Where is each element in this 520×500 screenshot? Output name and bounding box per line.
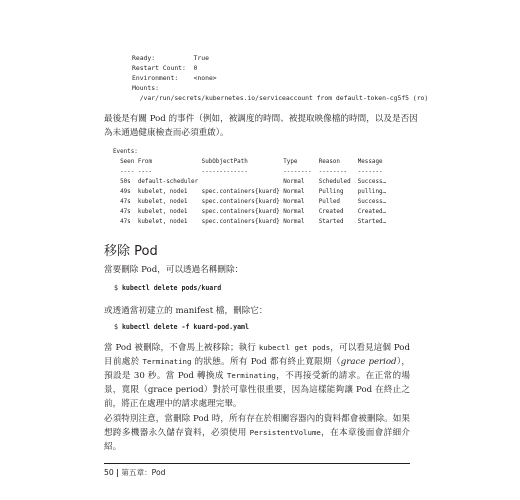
chapter-title: 第五章：Pod <box>121 468 166 477</box>
code-line: 47s kubelet, node1 spec.containers{kuard} Normal Created Created… <box>113 209 387 215</box>
inline-code: Terminating <box>142 357 192 366</box>
text-run: ，在本章後面會詳細介紹。 <box>104 428 410 452</box>
text-run: ，不再接受新的請求。在正常的場景，寬限（grace period）對於可靠性很重要，因為這樣能夠讓 Pod 在終止之前，將正在處理中的請求處理完畢。 <box>104 371 410 409</box>
inline-code: kubectl get pods <box>258 343 331 352</box>
code-line: ---- ---- ------------- -------- -------- ------- <box>113 169 383 175</box>
footer-separator: | <box>116 468 119 477</box>
text-line: 為未通過健康檢查而必須重啟）。 <box>104 128 229 138</box>
delete-by-name-command <box>114 283 221 293</box>
code-line: Mounts: <box>132 84 159 92</box>
inline-code: PersistentVolume <box>249 428 321 437</box>
footer-rule <box>104 463 410 464</box>
text-run: ），預設是 30 秒。當 Pod 轉換成 <box>104 357 411 381</box>
page-number: 50 <box>104 468 114 477</box>
text-run: 的狀態。所有 Pod 都有終止寬限期（ <box>191 357 341 367</box>
command-text: kubectl delete pods/kuard <box>121 284 222 292</box>
text-run: 當 Pod 被刪除，不會馬上被移除；執行 <box>104 343 259 353</box>
code-line: Ready: True <box>132 54 209 62</box>
delete-by-manifest-command <box>114 322 249 332</box>
delete-by-manifest-paragraph: 或透過當初建立的 manifest 檔，刪除它： <box>104 306 268 316</box>
inline-code: Terminating <box>226 371 276 380</box>
italic-term: grace period <box>340 357 397 367</box>
events-code <box>113 147 386 227</box>
code-line: Events: <box>113 149 138 155</box>
code-line: Restart Count: 0 <box>132 64 198 72</box>
page-footer <box>104 467 165 478</box>
text-run: ，可以看見這個 Pod 目前處於 <box>104 343 410 367</box>
code-line: /var/run/secrets/kubernetes.io/serviceaccount from default-token-cg5f5 (ro) <box>132 94 429 102</box>
code-line: 50s default-scheduler Normal Scheduled Success… <box>113 179 387 185</box>
grace-period-paragraph <box>104 341 410 411</box>
pod-details-code <box>132 53 428 103</box>
code-line: 49s kubelet, node1 spec.containers{kuard} Normal Pulling pulling… <box>113 189 387 195</box>
events-intro-paragraph <box>104 112 418 140</box>
command-text: kubectl delete -f kuard-pod.yaml <box>121 323 249 331</box>
data-deletion-paragraph <box>104 412 410 454</box>
prompt: $ <box>114 284 122 292</box>
code-line: 47s kubelet, node1 spec.containers{kuard} Normal Started Started… <box>113 219 387 225</box>
text-line: 最後是有關 Pod 的事件（例如，被調度的時間、被提取映像檔的時間，以及是否因 <box>104 114 418 124</box>
section-heading: 移除 Pod <box>104 244 158 259</box>
code-line: Environment: <none> <box>132 74 217 82</box>
prompt: $ <box>114 323 122 331</box>
text-run: 必須特別注意，當刪除 Pod 時，所有存在於相關容器內的資料都會被刪除。如果想跨多機器永久儲存資料，必須使用 <box>104 414 410 438</box>
delete-by-name-paragraph: 當要刪除 Pod，可以透過名稱刪除： <box>104 265 244 275</box>
code-line: 47s kubelet, node1 spec.containers{kuard} Normal Pulled Success… <box>113 199 387 205</box>
code-line: Seen From SubObjectPath Type Reason Message <box>113 159 383 165</box>
